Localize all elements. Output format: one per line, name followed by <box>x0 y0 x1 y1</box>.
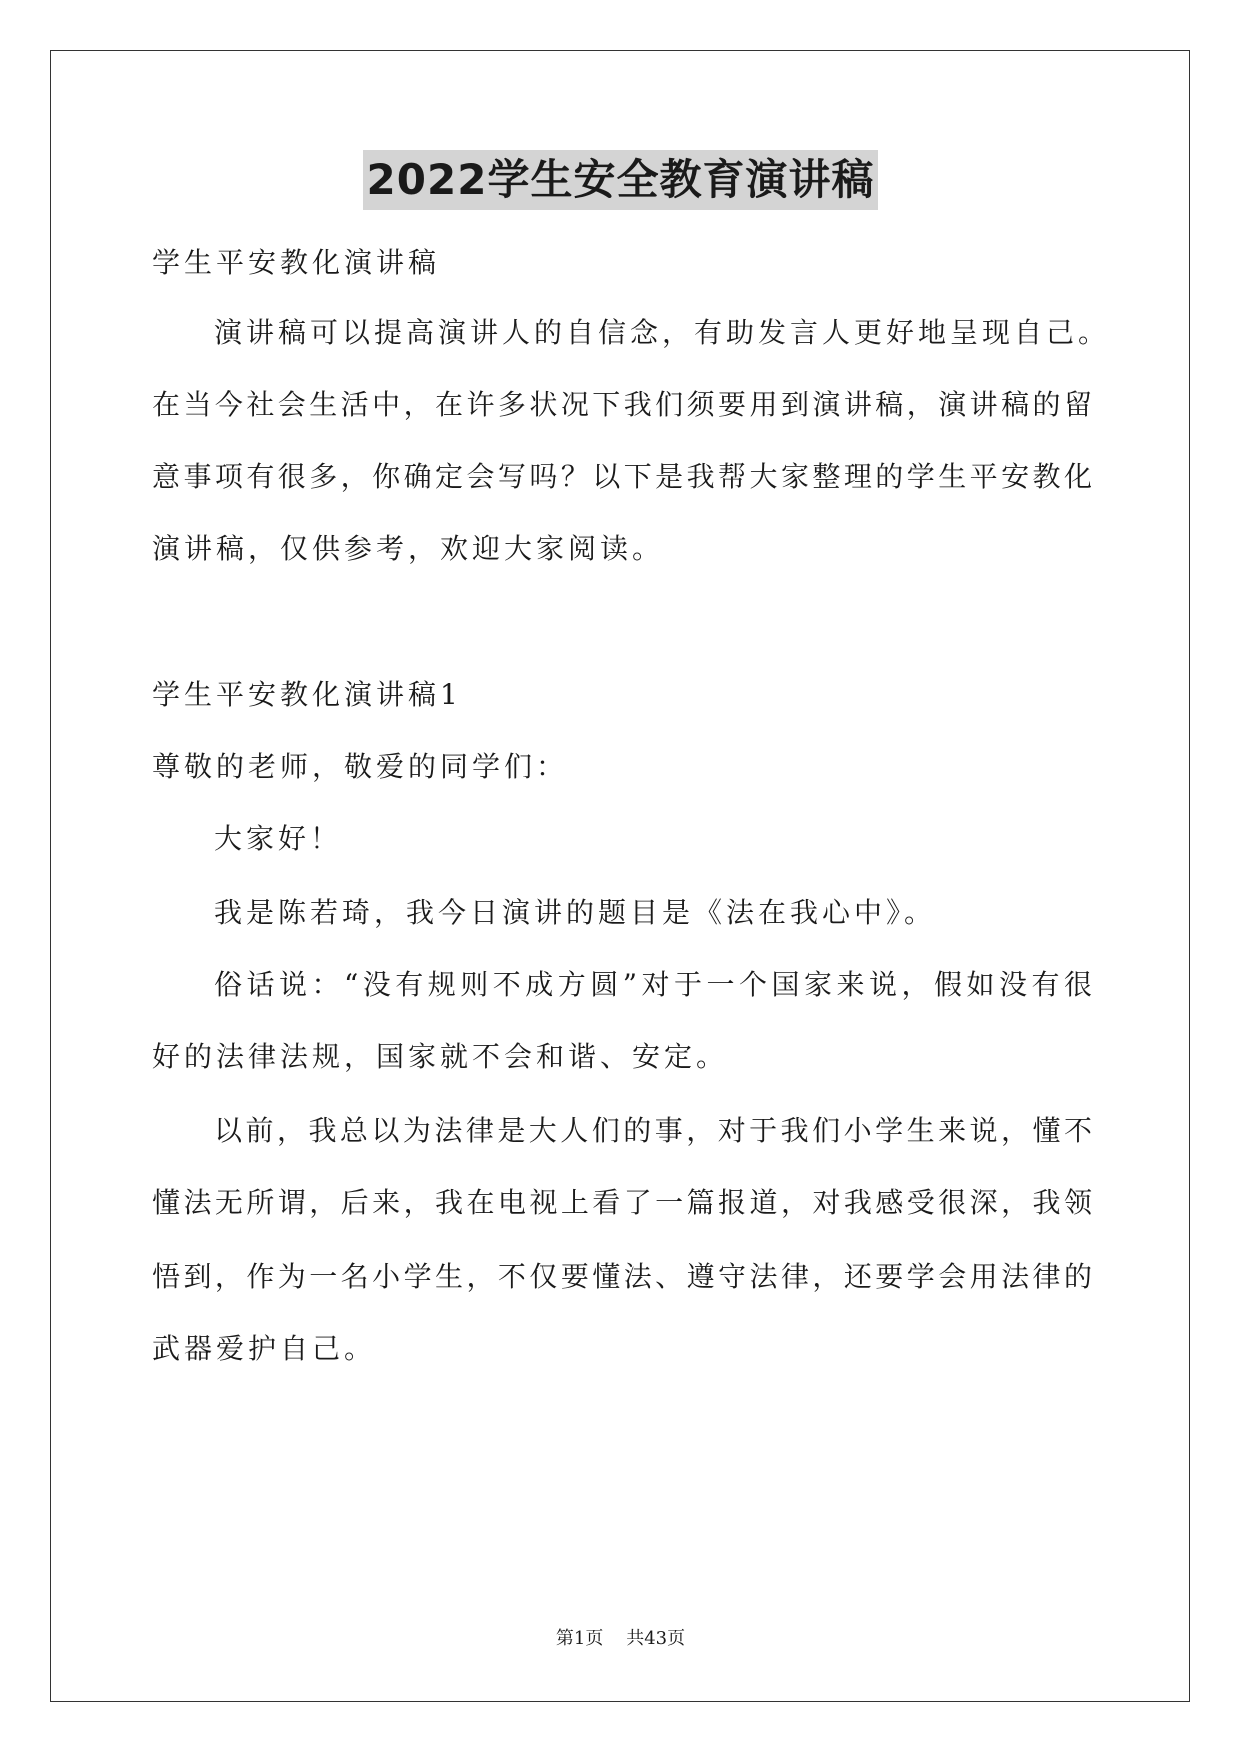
paragraph-line: 俗话说：“没有规则不成方圆”对于一个国家来说，假如没有很 <box>214 968 1092 1001</box>
salutation: 尊敬的老师，敬爱的同学们： <box>152 750 569 783</box>
footer-total-pages: 43 <box>644 1628 668 1649</box>
paragraph-line: 意事项有很多，你确定会写吗？以下是我帮大家整理的学生平安教化 <box>152 460 1092 493</box>
document-title: 2022学生安全教育演讲稿 <box>363 150 879 210</box>
footer-page-number: 1 <box>573 1628 586 1649</box>
paragraph-line: 演讲稿可以提高演讲人的自信念，有助发言人更好地呈现自己。 <box>214 316 1111 349</box>
footer-total-suffix: 页 <box>667 1628 686 1649</box>
title-container <box>0 150 1241 210</box>
greeting: 大家好！ <box>214 822 343 855</box>
paragraph-line: 我是陈若琦，我今日演讲的题目是《法在我心中》。 <box>214 896 937 929</box>
page-border <box>50 50 1190 1702</box>
paragraph-line: 在当今社会生活中，在许多状况下我们须要用到演讲稿，演讲稿的留 <box>152 388 1092 421</box>
footer-page-suffix: 页 <box>585 1628 604 1649</box>
paragraph-line: 演讲稿，仅供参考，欢迎大家阅读。 <box>152 532 665 565</box>
section-heading: 学生平安教化演讲稿 <box>152 246 441 279</box>
paragraph-line: 武器爱护自己。 <box>152 1332 377 1365</box>
paragraph-line: 好的法律法规，国家就不会和谐、安定。 <box>152 1040 729 1073</box>
footer-total-prefix: 共 <box>626 1628 645 1649</box>
paragraph-line: 懂法无所谓，后来，我在电视上看了一篇报道，对我感受很深，我领 <box>152 1186 1092 1219</box>
footer-prefix: 第 <box>555 1628 574 1649</box>
page-footer <box>0 1626 1241 1652</box>
paragraph-line: 以前，我总以为法律是大人们的事，对于我们小学生来说，懂不 <box>214 1114 1092 1147</box>
section-heading: 学生平安教化演讲稿1 <box>152 678 462 711</box>
paragraph-line: 悟到，作为一名小学生，不仅要懂法、遵守法律，还要学会用法律的 <box>152 1260 1092 1293</box>
